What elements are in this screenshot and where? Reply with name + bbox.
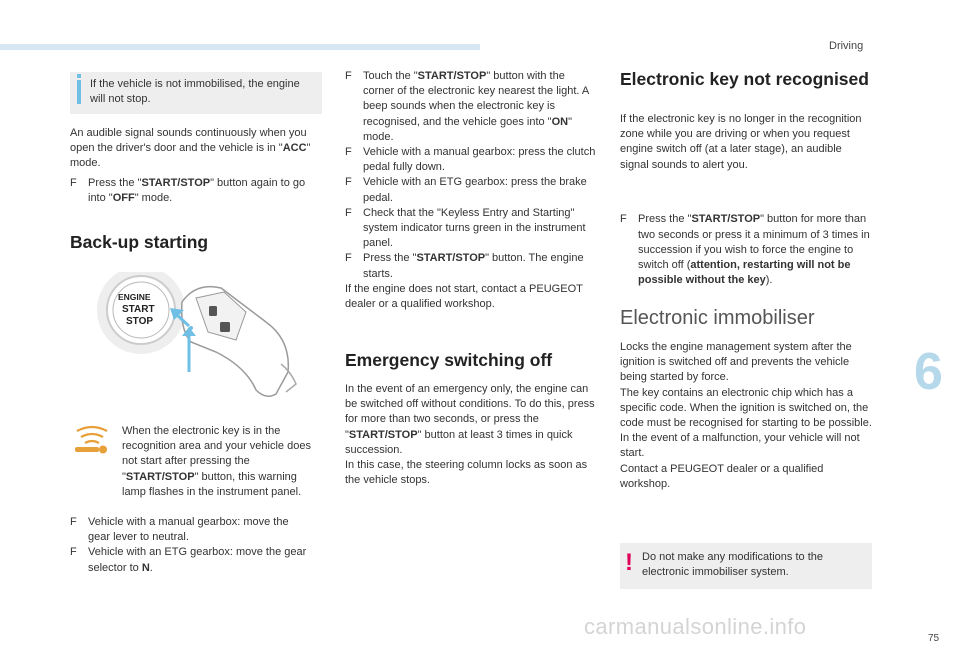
warning-icon: ! [625,549,633,576]
chapter-number: 6 [914,343,943,401]
bullet-indicator-check: F Check that the "Keyless Entry and Starting" system indicator turns green in the instrument panel. [345,206,586,250]
bullet-off-mode: F Press the "START/STOP" button again to go into "OFF" mode. [70,177,306,205]
bullet-force-switch-off: F Press the "START/STOP" button for more than two seconds or press it a minimum of 3 times in succession if you wish to force the engine to switch off (attention, restarting will not be possible without the key). [620,213,870,287]
backup-starting-steps [345,69,597,312]
warning-note-text: Do not make any modifications to the electronic immobiliser system. [642,551,823,579]
heading-backup-starting: Back-up starting [70,232,209,252]
bullet-brake: F Vehicle with an ETG gearbox: press the brake pedal. [345,176,587,204]
info-note-text: If the vehicle is not immobilised, the engine will not stop. [90,78,300,106]
bullet-etg-selector: F Vehicle with an ETG gearbox: move the gear selector to N. [70,546,307,574]
bullet-clutch: F Vehicle with a manual gearbox: press the clutch pedal fully down. [345,146,596,174]
emergency-paragraph [345,382,599,488]
warning-lamp-paragraph: When the electronic key is in the recognition area and your vehicle does not start after pressing the "START/STOP" button, this warning lamp flashes in the instrument panel. [122,425,311,498]
page-number: 75 [928,633,940,644]
engine-label-2: START [122,304,155,315]
immobiliser-text-1: Locks the engine management system after the ignition is switched off and prevents the vehicle being started by force. [620,341,852,384]
gearbox-bullets [70,515,312,576]
watermark: carmanualsonline.info [584,614,807,639]
heading-electronic-immobiliser: Electronic immobiliser [620,307,815,329]
info-note [70,72,322,114]
heading-key-not-recognised: Electronic key not recognised [620,69,869,89]
engine-label-1: ENGINE [118,292,151,302]
immobiliser-paragraphs [620,340,874,492]
engine-not-start-paragraph: If the engine does not start, contact a PEUGEOT dealer or a qualified workshop. [345,282,583,311]
immobiliser-text-3: In the event of a malfunction, your vehicle will not start. [620,432,860,460]
audible-signal-paragraph: An audible signal sounds continuously when you open the driver's door and the vehicle is in "ACC" mode. [70,127,311,170]
section-title: Driving [829,40,864,52]
bullet-press-start: F Press the "START/STOP" button. The engine starts. [345,252,584,280]
warning-note [620,543,872,589]
emergency-text: In the event of an emergency only, the engine can be switched off without conditions. To do this, press for more than two seconds, or press the "START/STOP" button at least 3 times in quick succession. [345,383,595,456]
heading-emergency-switching-off: Emergency switching off [345,350,553,370]
immobiliser-text-4: Contact a PEUGEOT dealer or a qualified workshop. [620,462,824,490]
bullet-manual-neutral: F Vehicle with a manual gearbox: move the gear lever to neutral. [70,516,289,544]
bullet-touch-start-stop: F Touch the "START/STOP" button with the corner of the electronic key nearest the light. A beep sounds when the electronic key is recognised, and the vehicle goes into "ON" mode. [345,70,589,143]
key-fob-illustration [96,272,321,402]
key-warning-lamp-icon [72,425,112,455]
engine-label-3: STOP [126,316,154,327]
header-rule [0,44,480,50]
immobiliser-text-2: The key contains an electronic chip which has a specific code. When the ignition is switched on, the code must be recognised for starting to be possible. [620,386,872,430]
info-icon [77,80,81,104]
steering-lock-text: In this case, the steering column locks as soon as the vehicle stops. [345,459,588,487]
key-not-recognised-paragraph: If the electronic key is no longer in the recognition zone while you are driving or when you request engine switch off (at a later stage), an audible signal sounds to alert you. [620,113,862,171]
